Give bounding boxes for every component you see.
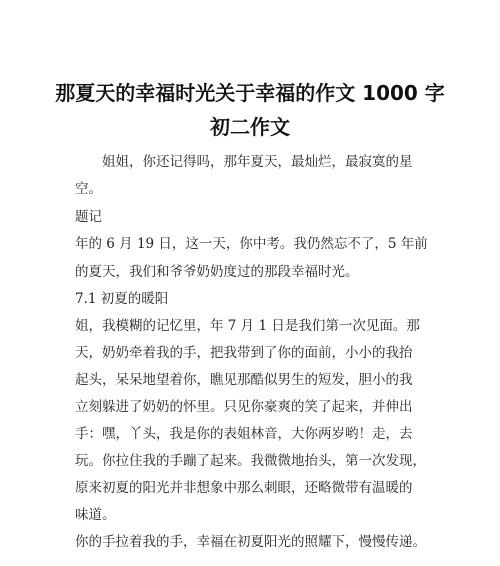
body-line-12: 玩。你拉住我的手蹦了起来。我微微地抬头，第一次发现， [75,453,426,469]
body-line-1: 姐姐，你还记得吗，那年夏天，最灿烂，最寂寞的星 [102,154,413,170]
section-heading-7-1: 7.1 初夏的暖阳 [75,291,169,307]
section-heading-epigraph: 题记 [75,209,102,225]
body-line-9: 起头，呆呆地望着你，瞧见那酷似男生的短发，胆小的我 [75,372,413,388]
document-title-line-1: 那夏天的幸福时光关于幸福的作文 1000 字 [55,81,445,105]
body-line-11: 手：嘿，丫头，我是你的表姐林音，大你两岁哟！走，去 [75,426,413,442]
body-line-4: 年的 6 月 19 日，这一天，你中考。我仍然忘不了，5 年前 [75,236,428,252]
body-line-13: 原来初夏的阳光并非想象中那么刺眼，还略微带有温暖的 [75,480,413,496]
body-line-8: 天，奶奶牵着我的手，把我带到了你的面前，小小的我抬 [75,345,413,361]
body-line-10: 立刻躲进了奶奶的怀里。只见你豪爽的笑了起来，并伸出 [75,399,413,415]
document-title-line-2: 初二作文 [210,115,290,139]
body-line-7: 姐，我模糊的记忆里，年 7 月 1 日是我们第一次见面。那 [75,318,420,334]
body-line-15: 你的手拉着我的手，幸福在初夏阳光的照耀下，慢慢传递。 [75,534,426,550]
body-line-14: 味道。 [75,507,116,523]
body-line-5: 的夏天，我们和爷爷奶奶度过的那段幸福时光。 [75,264,359,280]
body-line-2: 空。 [75,181,102,197]
